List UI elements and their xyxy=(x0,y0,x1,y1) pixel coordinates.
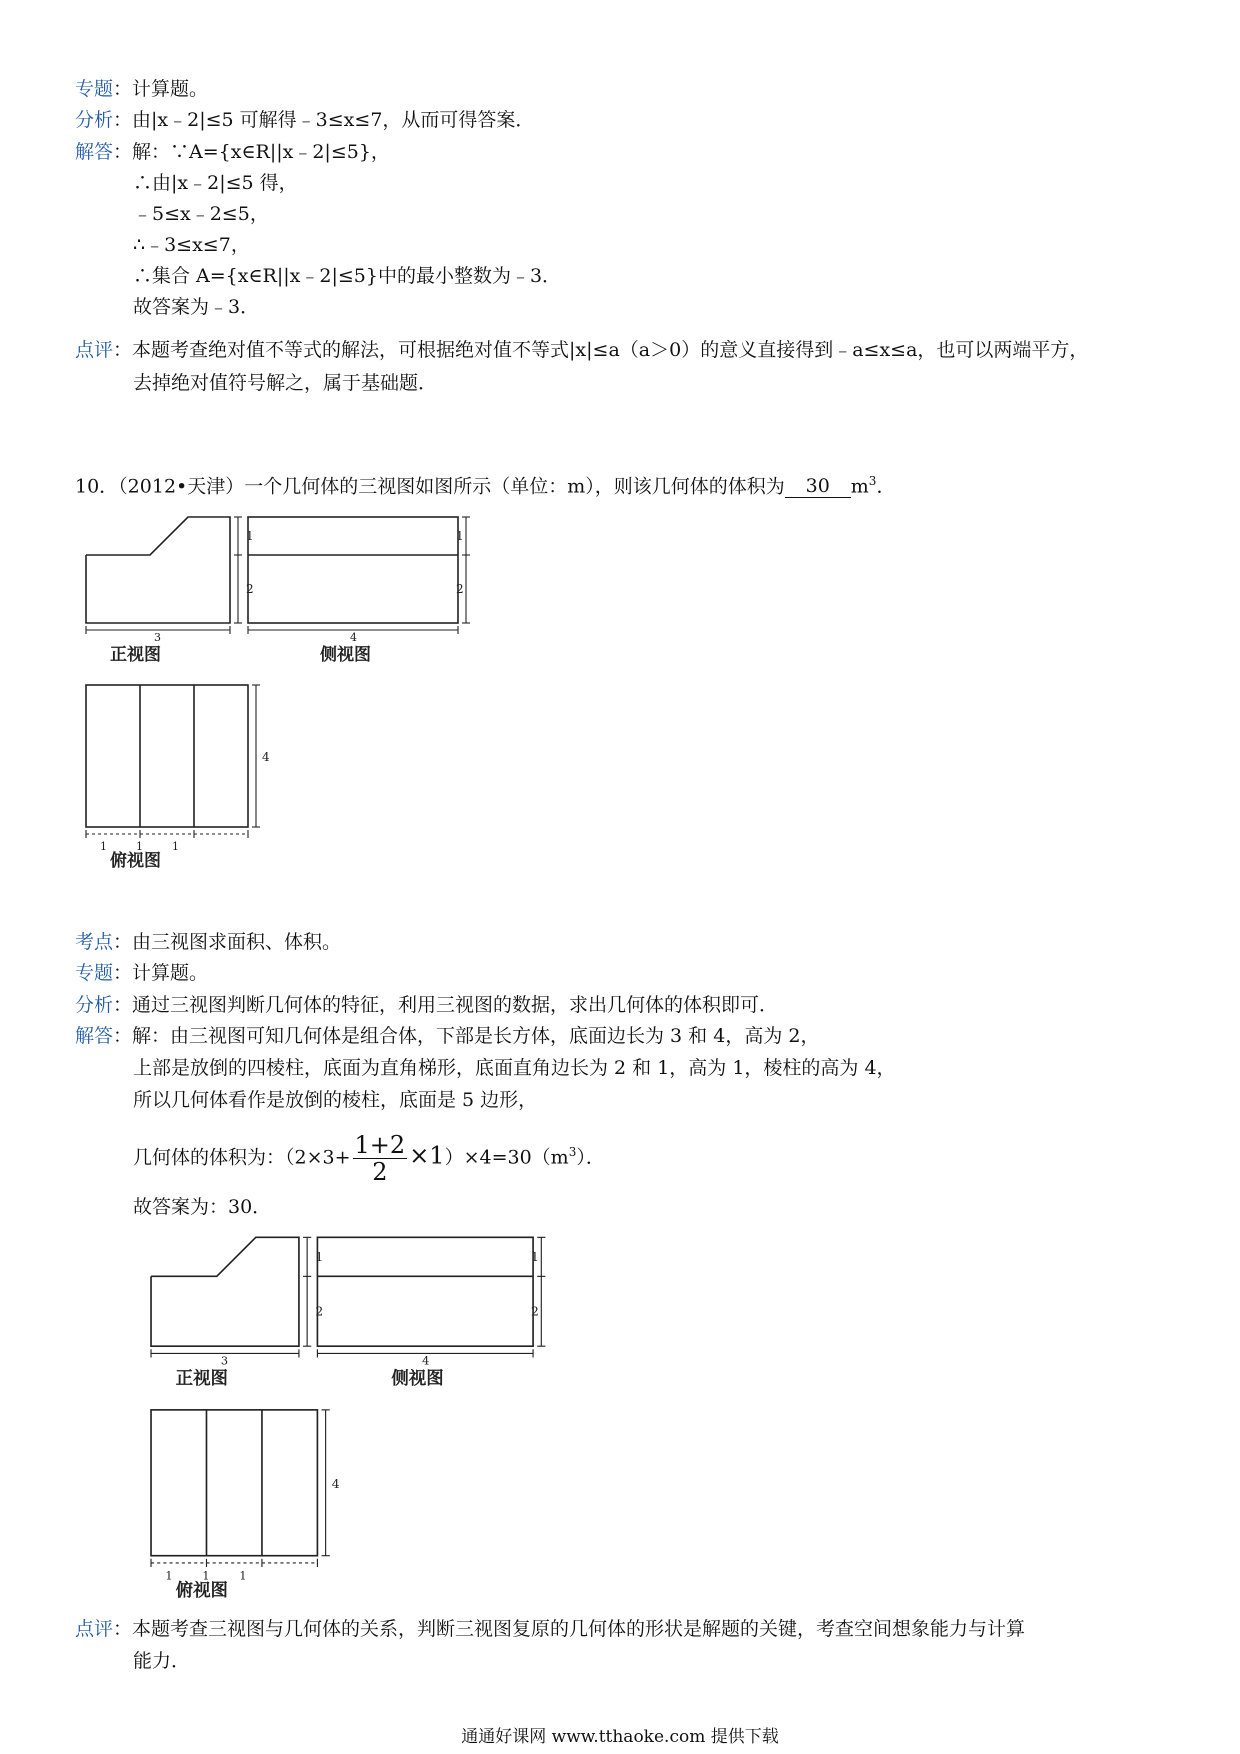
dim-label: 1 xyxy=(100,840,107,853)
dim-label: 4 xyxy=(422,1354,430,1368)
top-view xyxy=(86,685,270,871)
q10-comment: 点评：本题考查三视图与几何体的关系，判断三视图复原的几何体的形状是解题的关键，考查空间想象能力与计算 xyxy=(75,1618,1026,1640)
dim-label: 4 xyxy=(331,1476,340,1491)
topic-label: 专题 xyxy=(75,78,114,100)
q10-analysis: 分析：通过三视图判断几何体的特征，利用三视图的数据，求出几何体的体积即可． xyxy=(75,994,779,1016)
dim-label: 3 xyxy=(220,1354,229,1368)
prev-step: ∴由|x﹣2|≤5 得， xyxy=(133,172,298,194)
comment-label: 点评 xyxy=(75,339,114,361)
prev-step: ∴集合 A={x∈R||x﹣2|≤5}中的最小整数为﹣3． xyxy=(133,265,562,287)
dim-label: 2 xyxy=(246,582,254,596)
dim-label: 1 xyxy=(165,1569,173,1583)
q10-volume-formula: 几何体的体积为：（2×3+ $\frac{1+2}{2}$ $\times 1)\times 4=30(m^3)$． xyxy=(133,1130,605,1186)
dim-label: 4 xyxy=(262,750,270,764)
analysis-label: 分析 xyxy=(75,994,114,1016)
q10-point: 考点：由三视图求面积、体积。 xyxy=(75,931,342,953)
analysis-label: 分析 xyxy=(75,109,114,131)
prev-comment: 点评：本题考查绝对值不等式的解法，可根据绝对值不等式|x|≤a（a＞0）的意义直接得到﹣a≤x≤a，也可以两端平方， xyxy=(75,339,1089,361)
side-view-label: 侧视图 xyxy=(391,1369,444,1390)
three-view-figure xyxy=(70,505,470,905)
answer-blank: 30 xyxy=(785,475,851,498)
q10-comment-cont: 能力． xyxy=(133,1650,191,1672)
dim-label: 2 xyxy=(531,1304,539,1319)
prev-step: ﹣5≤x﹣2≤5， xyxy=(133,203,269,225)
fraction: $\frac{1+2}{2}$ xyxy=(354,1130,406,1186)
dim-label: 4 xyxy=(350,631,357,644)
three-view-figure-repeat xyxy=(130,1225,550,1605)
side-view xyxy=(317,1237,545,1389)
side-view xyxy=(248,517,470,665)
prev-topic: 专题：计算题。 xyxy=(75,78,209,100)
dim-label: 1 xyxy=(315,1249,324,1264)
front-view xyxy=(86,517,254,665)
dim-label: 1 xyxy=(136,840,143,853)
dim-label: 3 xyxy=(154,631,161,644)
prev-comment-cont: 去掉绝对值符号解之，属于基础题． xyxy=(133,372,438,394)
top-view-label: 俯视图 xyxy=(110,851,161,871)
prev-analysis: 分析：由|x﹣2|≤5 可解得﹣3≤x≤7，从而可得答案． xyxy=(75,109,535,131)
prev-answer: 解答：解：∵A={x∈R||x﹣2|≤5}， xyxy=(75,141,390,163)
front-view xyxy=(151,1237,323,1389)
point-label: 考点 xyxy=(75,931,114,953)
top-view-label: 俯视图 xyxy=(175,1580,228,1601)
prev-step: 故答案为﹣3． xyxy=(133,296,260,318)
dim-label: 2 xyxy=(315,1304,324,1319)
q10-final: 故答案为：30． xyxy=(133,1196,272,1218)
dim-label: 2 xyxy=(456,582,464,596)
q10-step: 上部是放倒的四棱柱，底面为直角梯形，底面直角边长为 2 和 1，高为 1，棱柱的高为 4， xyxy=(133,1057,896,1079)
dim-label: 1 xyxy=(172,840,179,853)
dim-label: 1 xyxy=(456,529,464,543)
dim-label: 1 xyxy=(246,529,254,543)
front-view-label: 正视图 xyxy=(110,645,161,665)
topic-label: 专题 xyxy=(75,962,114,984)
answer-label: 解答 xyxy=(75,141,114,163)
page-footer: 通通好课网 www.tthaoke.com 提供下载 xyxy=(461,1727,779,1747)
comment-label: 点评 xyxy=(75,1618,114,1640)
q10-answer: 解答：解：由三视图可知几何体是组合体，下部是长方体，底面边长为 3 和 4，高为 2， xyxy=(75,1025,820,1047)
dim-label: 1 xyxy=(531,1249,539,1264)
answer-label: 解答 xyxy=(75,1025,114,1047)
top-view xyxy=(151,1410,340,1601)
side-view-label: 侧视图 xyxy=(320,645,371,665)
question-10-stem: 10．（2012•天津）一个几何体的三视图如图所示（单位：m），则该几何体的体积为 30 $m^3$． xyxy=(75,474,896,498)
q10-topic: 专题：计算题。 xyxy=(75,962,209,984)
dim-label: 1 xyxy=(202,1569,210,1583)
front-view-label: 正视图 xyxy=(175,1369,228,1390)
dim-label: 1 xyxy=(239,1569,247,1583)
q10-step: 所以几何体看作是放倒的棱柱，底面是 5 边形， xyxy=(133,1089,538,1111)
prev-step: ∴﹣3≤x≤7， xyxy=(133,234,250,256)
